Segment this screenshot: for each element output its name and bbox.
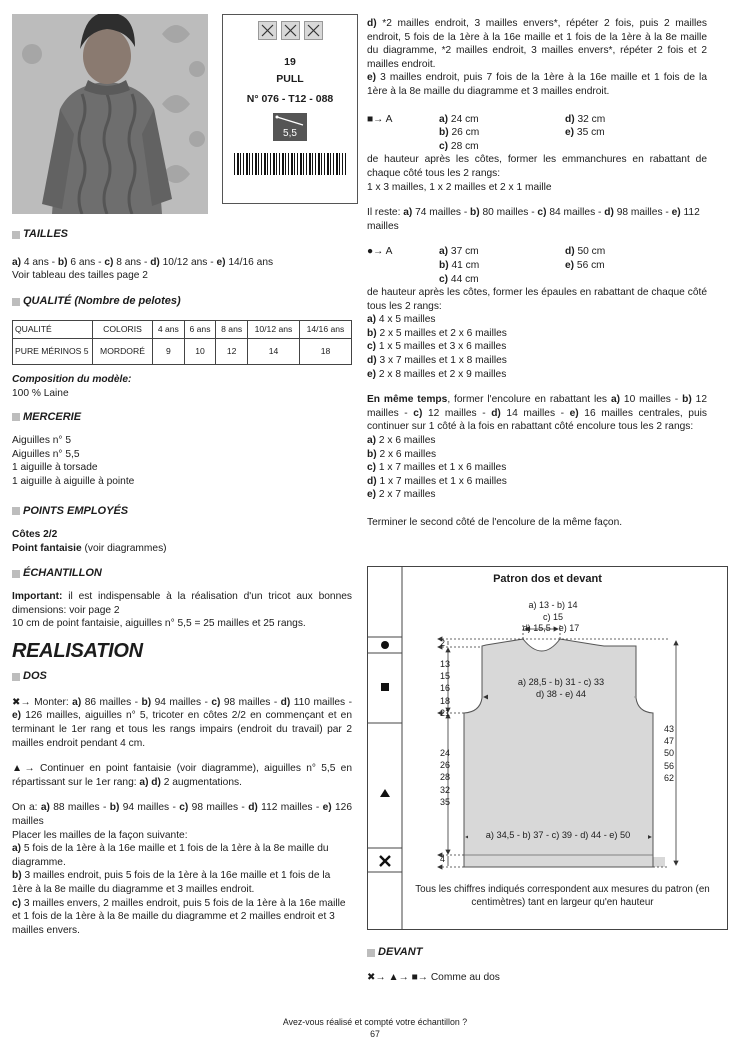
needle-icon xyxy=(273,114,307,128)
square-bullet-icon xyxy=(12,570,20,578)
dos-size-b: b) 3 mailles endroit, puis 5 fois de la 1ère à la 16e maille et 1 fois de la 1ère à la 8e maille du diagramme et 3 mailles endroit. xyxy=(12,870,331,895)
footer-question: Avez-vous réalisé et compté votre échantillon ? xyxy=(282,1017,468,1027)
devant-text: ✖→ ▲→ ■→ Comme au dos xyxy=(367,971,500,983)
encolure-list: a) 2 x 6 mailles b) 2 x 6 mailles c) 1 x 7 mailles et 1 x 6 mailles d) 1 x 7 mailles et 1 x 6 mailles e) 2 x 7 mailles xyxy=(367,435,507,501)
terminer-text: Terminer le second côté de l'encolure de la même façon. xyxy=(367,517,623,528)
composition-heading: Composition du modèle: xyxy=(12,374,132,386)
hem-width-label: a) 34,5 - b) 37 - c) 39 - d) 44 - e) 50 xyxy=(468,829,648,843)
dos-size-d: d) *2 mailles endroit, 3 mailles envers*, répéter 2 fois, puis 2 mailles endroit, 5 fois de la 1ère à la 16e maille et 1 fois de la 1ère à la 8e maille du diagramme, *2 mailles endroit, 3 mailles envers*, répéter 2 fois et 2 mailles endroit. xyxy=(367,18,707,70)
crossed-needles-icon xyxy=(281,21,300,40)
crossed-needles-icon xyxy=(258,21,277,40)
pattern-card xyxy=(222,14,358,204)
page-number: 67 xyxy=(370,1029,380,1039)
epaules-list: a) 4 x 5 mailles b) 2 x 5 mailles et 2 x 6 mailles c) 1 x 5 mailles et 3 x 6 mailles d) 3 x 7 mailles et 1 x 8 mailles e) 2 x 8 mailles et 2 x 9 mailles xyxy=(367,314,507,380)
epaule-measures: ●→ A a) 37 cm d) 50 cm b) 41 cm e) 56 cm c) 44 cm xyxy=(367,246,606,285)
dos-size-e: e) 3 mailles endroit, puis 7 fois de la 1ère à la 16e maille et 1 fois de la 1ère à la 8e maille du diagramme et 3 mailles endroit. xyxy=(367,72,707,97)
composition-value: 100 % Laine xyxy=(12,387,69,399)
square-bullet-icon xyxy=(367,949,375,957)
section-heading-tailles: TAILLES xyxy=(12,228,352,242)
right-column: d) *2 mailles endroit, 3 mailles envers*, répéter 2 fois, puis 2 mailles endroit, 5 fois de la 1ère à la 16e maille et 1 fois de la 1ère à la 8e maille du diagramme, *2 mailles endroit, 3 mailles envers*, répéter 2 fois et 2 mailles endroit. e) 3 mailles endroit, puis 7 fois de la 1ère à la 16e maille et 1 fois de la 1ère à la 8e maille du diagramme et 3 mailles endroit. ■→ A a) 24 cm d) 32 cm b) 26 cm e) 35 cm c) 28 cm de hauteur après les côtes, former les emmanchures en rabattant de chaque côté tous les 2 rangs: 1 x 3 mailles, 1 x 2 mailles et 2 x 1 maille Il reste: a) 74 mailles - b) 80 mailles - c) 84 mailles - d) 98 mailles - e) 112 mailles ●→ A a) 37 cm d) 50 cm b) 41 cm e) 56 cm c) 44 cm de hauteur après les côtes, former les épaules en rabattant de chaque côté tous les 2 rangs: a) 4 x 5 mailles b) 2 x 5 mailles et 2 x 6 mailles c) 1 x 5 mailles et 3 x 6 mailles d) 3 x 7 mailles et 1 x 8 mailles e) 2 x 8 mailles et 2 x 9 mailles En même temps, former l'encolure en rabattant les a) 10 mailles - b) 12 mailles - c) 12 mailles - d) 14 mailles - e) 16 mailles centrales, puis continuer sur 1 côté à la fois en rabattant côté encolure tous les 2 rangs: a) 2 x 6 mailles b) 2 x 6 mailles c) 1 x 7 mailles et 1 x 6 mailles d) 1 x 7 mailles et 1 x 6 mailles e) 2 x 7 mailles Terminer le second côté de l'encolure de la même façon. xyxy=(367,18,707,528)
neck-width-labels: a) 13 - b) 14 c) 15 d) 15,5 - e) 17 xyxy=(522,600,580,633)
square-bullet-icon xyxy=(12,507,20,515)
circle-symbol-icon xyxy=(381,641,389,649)
square-bullet-icon xyxy=(12,413,20,421)
table-row: PURE MÉRINOS 5 MORDORÉ 9 10 12 14 18 xyxy=(13,339,352,365)
left-column: TAILLES a) 4 ans - b) 6 ans - c) 8 ans - d) 10/12 ans - e) 14/16 ans Voir tableau des tailles page 2 QUALITÉ (Nombre de pelotes) QUALITÉ COLORIS 4 ans 6 ans 8 ans 10/12 ans 14/16 ans PURE MÉRINOS 5 MORDORÉ 9 10 12 14 18 Composition du modèle: 100 % Laine MERCERIE Aiguilles n° 5 Aiguilles n° 5,5 1 aiguille à torsade 1 aiguille à aiguille à pointe POINTS EMPLOYÉS Côtes 2/2 Point fantaisie (voir diagrammes) ÉCHANTILLON Important: il est indispensable à la réalisation d'un tricot aux bonnes dimensions: voir page 2 10 cm de point fantaisie, aiguilles n° 5,5 = 25 mailles et 25 rangs. REALISATION DOS ✖→ Monter: a) 86 mailles - b) 94 mailles - c) 98 mailles - d) 110 mailles - e) 126 mailles, aiguilles n° 5, tricoter en côtes 2/2 en commençant et en terminant le 1er rang et tous les rangs impairs (endroit du travail) par 2 mailles endroit pendant 4 cm. ▲→ Continuer en point fantaisie (voir diagramme), aiguilles n° 5,5 en répartissant sur le 1er rang: a) d) 2 augmentations. On a: a) 88 mailles - b) 94 mailles - c) 98 mailles - d) 112 mailles - e) 126 mailles Placer les mailles de la façon suivante: a) 5 fois de la 1ère à la 16e maille et 1 fois de la 1ère à la 8e maille du diagramme. b) 3 mailles endroit, puis 5 fois de la 1ère à la 16e maille et 1 fois de la 1ère à la 8e maille du diagramme et 3 mailles endroit. c) 3 mailles envers, 2 mailles endroit, puis 5 fois de la 1ère à la 16e maille et 1 fois de la 1ère à la 8e maille du diagramme et 2 mailles endroit et 3 mailles envers. xyxy=(12,228,353,936)
emmanchure-measures: ■→ A a) 24 cm d) 32 cm b) 26 cm e) 35 cm c) 28 cm xyxy=(367,113,606,152)
devant-section xyxy=(367,946,707,984)
echantillon-text: Important: il est indispensable à la réalisation d'un tricot aux bonnes dimensions: voir page 2 xyxy=(12,590,352,616)
dos-size-a: a) 5 fois de la 1ère à la 16e maille et 1 fois de la 1ère à la 8e maille du diagramme. xyxy=(12,843,329,868)
dos-paragraph-3: On a: a) 88 mailles - b) 94 mailles - c) 98 mailles - d) 112 mailles - e) 126 mailles xyxy=(12,802,353,828)
table-header-row: QUALITÉ COLORIS 4 ans 6 ans 8 ans 10/12 ans 14/16 ans xyxy=(13,321,352,339)
meme-temps-text: En même temps, former l'encolure en rabattant les a) 10 mailles - b) 12 mailles - c) 12 mailles - d) 14 mailles - e) 16 mailles centrales, puis continuer sur 1 côté à la fois en rabattant côté encolure tous les 2 rangs: xyxy=(367,394,707,433)
diagram-note: Tous les chiffres indiqués correspondent aux mesures du patron (en centimètres) tant en largeur qu'en hauteur xyxy=(415,884,710,908)
section-heading-qualite: QUALITÉ (Nombre de pelotes) xyxy=(12,295,352,309)
left-height-labels-2: 13 15 16 18 21 xyxy=(440,659,451,718)
pattern-name: PULL xyxy=(276,73,304,86)
yarn-table xyxy=(12,320,352,365)
section-heading-points: POINTS EMPLOYÉS xyxy=(12,505,352,519)
section-heading-mercerie: MERCERIE xyxy=(12,411,352,425)
dos-paragraph-1: ✖→ Monter: a) 86 mailles - b) 94 mailles - c) 98 mailles - d) 110 mailles - e) 126 mailles, aiguilles n° 5, tricoter en côtes 2/2 en commençant et en terminant le 1er rang et tous les rangs impairs (endroit du travail) par 2 mailles endroit pendant 4 cm. xyxy=(12,696,352,749)
dos-size-c: c) 3 mailles envers, 2 mailles endroit, puis 5 fois de la 1ère à la 16e maille et 1 fois de la 1ère à la 8e maille du diagramme et 2 mailles endroit et 3 mailles envers. xyxy=(12,897,346,936)
pattern-number: 19 xyxy=(284,55,296,68)
pattern-diagram xyxy=(367,566,728,930)
crossed-needles-icon xyxy=(304,21,323,40)
point-fantaisie: Point fantaisie (voir diagrammes) xyxy=(12,542,167,554)
section-heading-devant: DEVANT xyxy=(367,946,707,960)
pattern-ref: N° 076 - T12 - 088 xyxy=(246,92,334,105)
section-heading-echantillon: ÉCHANTILLON xyxy=(12,567,352,581)
total-height-labels: 43 47 50 56 62 xyxy=(664,724,675,783)
chest-width-labels: a) 28,5 - b) 31 - c) 33 d) 38 - e) 44 xyxy=(488,676,634,700)
barcode xyxy=(234,153,346,175)
needle-size-badge: 5,5 xyxy=(273,113,307,141)
triangle-symbol-icon xyxy=(380,789,390,797)
square-bullet-icon xyxy=(12,673,20,681)
left-height-labels-3: 24 26 28 32 35 xyxy=(440,748,451,807)
diagram-title: Patron dos et devant xyxy=(493,573,602,585)
tailles-note: Voir tableau des tailles page 2 xyxy=(12,270,148,282)
tailles-list: a) 4 ans - b) 6 ans - c) 8 ans - d) 10/12 ans - e) 14/16 ans xyxy=(12,256,274,268)
left-height-label-4: 4 xyxy=(440,854,446,864)
square-bullet-icon xyxy=(12,298,20,306)
cross-symbol-icon xyxy=(380,856,390,866)
model-photo xyxy=(12,14,208,214)
square-bullet-icon xyxy=(12,231,20,239)
left-height-label-1: 2 xyxy=(440,638,446,648)
section-heading-dos: DOS xyxy=(12,670,352,684)
mercerie-list: Aiguilles n° 5 Aiguilles n° 5,5 1 aiguille à torsade 1 aiguille à aiguille à pointe xyxy=(12,435,135,487)
dos-paragraph-2: ▲→ Continuer en point fantaisie (voir diagramme), aiguilles n° 5,5 en répartissant sur le 1er rang: a) d) 2 augmentations. xyxy=(12,763,352,788)
square-symbol-icon xyxy=(381,683,389,691)
reste-text: Il reste: a) 74 mailles - b) 80 mailles - c) 84 mailles - d) 98 mailles - e) 112 mailles xyxy=(367,207,700,232)
realisation-heading: REALISATION xyxy=(12,639,143,662)
needle-icons xyxy=(223,21,357,45)
